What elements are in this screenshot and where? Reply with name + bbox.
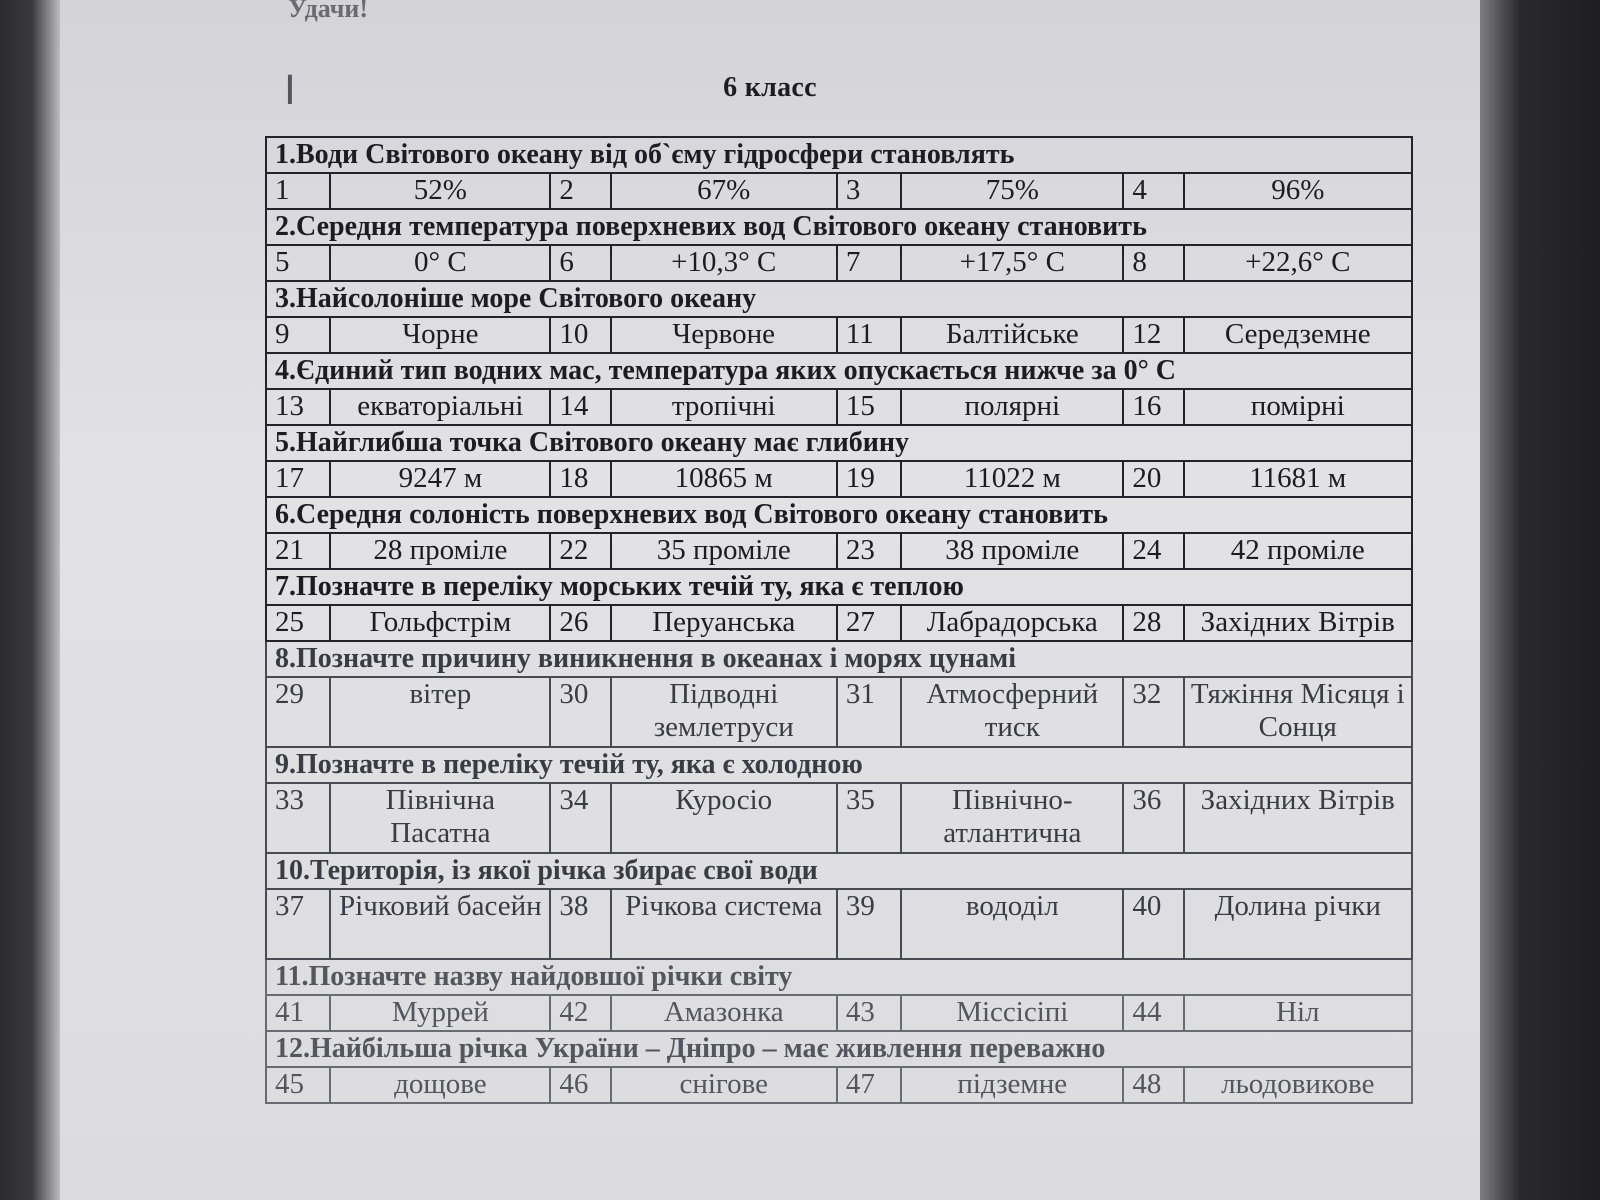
- answer-row: [266, 317, 1412, 353]
- option-number: 8: [1123, 245, 1183, 281]
- option-number: 46: [550, 1067, 610, 1103]
- option-text: Міссісіпі: [901, 995, 1123, 1031]
- option-text: льодовикове: [1184, 1067, 1412, 1103]
- question-row: [266, 641, 1412, 677]
- option-text: підземне: [901, 1067, 1123, 1103]
- option-text: Північна Пасатна: [330, 783, 550, 853]
- option-number: 10: [550, 317, 610, 353]
- option-text: Червоне: [611, 317, 837, 353]
- option-number: 44: [1123, 995, 1183, 1031]
- option-text: Північно-атлантична: [901, 783, 1123, 853]
- option-text: екваторіальні: [330, 389, 550, 425]
- answer-row: [266, 461, 1412, 497]
- option-number: 45: [266, 1067, 330, 1103]
- question-row: [266, 353, 1412, 389]
- option-text: Західних Вітрів: [1184, 783, 1412, 853]
- option-number: 4: [1123, 173, 1183, 209]
- option-text: 10865 м: [611, 461, 837, 497]
- option-number: 28: [1123, 605, 1183, 641]
- option-number: 39: [837, 889, 901, 959]
- question-row: [266, 747, 1412, 783]
- option-text: 0° С: [330, 245, 550, 281]
- question-text: 7.Позначте в переліку морських течій ту, яка є теплою: [266, 569, 1412, 605]
- option-number: 21: [266, 533, 330, 569]
- option-text: 11022 м: [901, 461, 1123, 497]
- option-text: +10,3° С: [611, 245, 837, 281]
- option-number: 11: [837, 317, 901, 353]
- option-text: 9247 м: [330, 461, 550, 497]
- option-text: 67%: [611, 173, 837, 209]
- option-text: 42 проміле: [1184, 533, 1412, 569]
- option-number: 29: [266, 677, 330, 747]
- option-number: 47: [837, 1067, 901, 1103]
- question-row: [266, 425, 1412, 461]
- option-text: вододіл: [901, 889, 1123, 959]
- answer-row: [266, 173, 1412, 209]
- option-number: 20: [1123, 461, 1183, 497]
- question-text: 5.Найглибша точка Світового океану має глибину: [266, 425, 1412, 461]
- option-number: 37: [266, 889, 330, 959]
- option-text: Тяжіння Місяця і Сонця: [1184, 677, 1412, 747]
- option-number: 48: [1123, 1067, 1183, 1103]
- option-number: 23: [837, 533, 901, 569]
- answer-row: [266, 245, 1412, 281]
- option-text: полярні: [901, 389, 1123, 425]
- option-text: Куросіо: [611, 783, 837, 853]
- question-text: 6.Середня солоність поверхневих вод Світового океану становить: [266, 497, 1412, 533]
- answer-row: [266, 995, 1412, 1031]
- option-number: 1: [266, 173, 330, 209]
- option-number: 35: [837, 783, 901, 853]
- option-number: 22: [550, 533, 610, 569]
- answer-row: [266, 605, 1412, 641]
- question-text: 12.Найбільша річка України – Дніпро – має живлення переважно: [266, 1031, 1412, 1067]
- option-text: Амазонка: [611, 995, 837, 1031]
- option-text: Ніл: [1184, 995, 1412, 1031]
- question-row: [266, 959, 1412, 995]
- option-number: 19: [837, 461, 901, 497]
- option-number: 6: [550, 245, 610, 281]
- option-number: 43: [837, 995, 901, 1031]
- option-text: Лабрадорська: [901, 605, 1123, 641]
- option-number: 27: [837, 605, 901, 641]
- answer-row: [266, 677, 1412, 747]
- option-text: 38 проміле: [901, 533, 1123, 569]
- answer-row: [266, 783, 1412, 853]
- option-text: 35 проміле: [611, 533, 837, 569]
- quiz-table: [265, 136, 1413, 1104]
- option-text: Перуанська: [611, 605, 837, 641]
- option-number: 17: [266, 461, 330, 497]
- answer-row: [266, 889, 1412, 959]
- answer-row: [266, 1067, 1412, 1103]
- option-number: 18: [550, 461, 610, 497]
- question-row: [266, 209, 1412, 245]
- option-text: дощове: [330, 1067, 550, 1103]
- option-number: 26: [550, 605, 610, 641]
- option-text: тропічні: [611, 389, 837, 425]
- option-number: 42: [550, 995, 610, 1031]
- option-number: 38: [550, 889, 610, 959]
- page-title: 6 класс: [723, 72, 817, 103]
- option-text: Балтійське: [901, 317, 1123, 353]
- option-text: +17,5° С: [901, 245, 1123, 281]
- option-text: Річкова система: [611, 889, 837, 959]
- option-number: 2: [550, 173, 610, 209]
- option-number: 36: [1123, 783, 1183, 853]
- option-number: 14: [550, 389, 610, 425]
- option-text: +22,6° С: [1184, 245, 1412, 281]
- option-number: 33: [266, 783, 330, 853]
- option-text: Гольфстрім: [330, 605, 550, 641]
- question-text: 3.Найсолоніше море Світового океану: [266, 281, 1412, 317]
- option-text: помірні: [1184, 389, 1412, 425]
- question-row: [266, 569, 1412, 605]
- option-number: 32: [1123, 677, 1183, 747]
- option-number: 7: [837, 245, 901, 281]
- question-text: 4.Єдиний тип водних мас, температура яких опускається нижче за 0° С: [266, 353, 1412, 389]
- answer-row: [266, 533, 1412, 569]
- option-text: снігове: [611, 1067, 837, 1103]
- question-text: 9.Позначте в переліку течій ту, яка є холодною: [266, 747, 1412, 783]
- option-number: 31: [837, 677, 901, 747]
- option-text: 52%: [330, 173, 550, 209]
- option-text: Атмосферний тиск: [901, 677, 1123, 747]
- option-text: Середземне: [1184, 317, 1412, 353]
- question-row: [266, 137, 1412, 173]
- question-row: [266, 853, 1412, 889]
- question-text: 8.Позначте причину виникнення в океанах і морях цунамі: [266, 641, 1412, 677]
- question-text: 11.Позначте назву найдовшої річки світу: [266, 959, 1412, 995]
- option-text: 75%: [901, 173, 1123, 209]
- option-number: 40: [1123, 889, 1183, 959]
- page-header-text: Удачи!: [288, 0, 368, 23]
- option-text: вітер: [330, 677, 550, 747]
- option-text: Долина річки: [1184, 889, 1412, 959]
- question-row: [266, 497, 1412, 533]
- text-cursor-icon: I: [284, 68, 296, 114]
- question-text: 2.Середня температура поверхневих вод Світового океану становить: [266, 209, 1412, 245]
- question-row: [266, 281, 1412, 317]
- option-number: 12: [1123, 317, 1183, 353]
- option-number: 9: [266, 317, 330, 353]
- option-text: Західних Вітрів: [1184, 605, 1412, 641]
- option-number: 16: [1123, 389, 1183, 425]
- option-text: Річковий басейн: [330, 889, 550, 959]
- option-number: 24: [1123, 533, 1183, 569]
- option-number: 13: [266, 389, 330, 425]
- option-text: Муррей: [330, 995, 550, 1031]
- question-row: [266, 1031, 1412, 1067]
- question-text: 1.Води Світового океану від об`єму гідросфери становлять: [266, 137, 1412, 173]
- option-number: 5: [266, 245, 330, 281]
- option-number: 15: [837, 389, 901, 425]
- document-page: [60, 0, 1480, 1200]
- option-number: 25: [266, 605, 330, 641]
- question-text: 10.Територія, із якої річка збирає свої води: [266, 853, 1412, 889]
- option-text: 96%: [1184, 173, 1412, 209]
- option-text: 11681 м: [1184, 461, 1412, 497]
- answer-row: [266, 389, 1412, 425]
- option-text: Підводні землетруси: [611, 677, 837, 747]
- option-number: 41: [266, 995, 330, 1031]
- option-number: 34: [550, 783, 610, 853]
- option-number: 30: [550, 677, 610, 747]
- option-text: Чорне: [330, 317, 550, 353]
- option-text: 28 проміле: [330, 533, 550, 569]
- option-number: 3: [837, 173, 901, 209]
